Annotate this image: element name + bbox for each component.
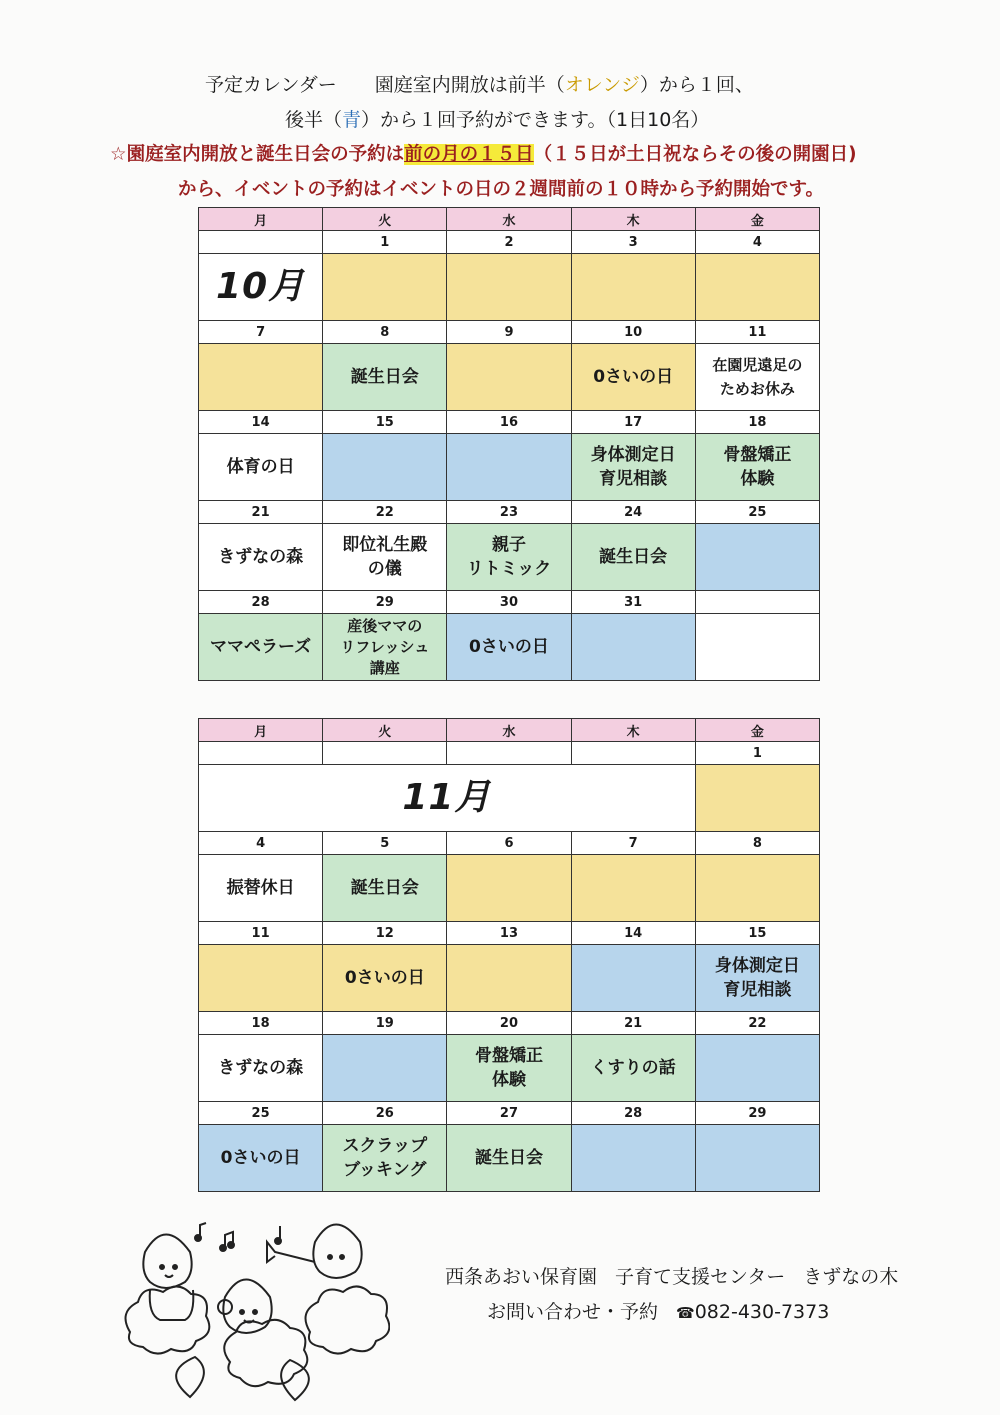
weekday-tue: 火 xyxy=(323,208,447,231)
date-number: 11 xyxy=(199,922,323,945)
date-number: 8 xyxy=(695,832,819,855)
event-row xyxy=(199,254,820,321)
day-cell: 在園児遠足の ためお休み xyxy=(695,344,819,411)
date-number: 26 xyxy=(323,1102,447,1125)
orange-label: オレンジ xyxy=(564,74,640,96)
date-number: 13 xyxy=(447,922,571,945)
header-line-1: 予定カレンダー 園庭室内開放は前半（オレンジ）から１回、 xyxy=(205,74,754,96)
date-number: 31 xyxy=(571,591,695,614)
day-cell: 骨盤矯正 体験 xyxy=(695,434,819,501)
event-reservation-note: から、イベントの予約はイベントの日の２週間前の１０時から予約開始です。 xyxy=(178,179,825,200)
date-number: 12 xyxy=(323,922,447,945)
day-cell xyxy=(199,344,323,411)
event-row xyxy=(199,855,820,922)
date-row xyxy=(199,922,820,945)
date-row xyxy=(199,591,820,614)
day-cell xyxy=(447,434,571,501)
day-cell: 0さいの日 xyxy=(571,344,695,411)
date-number: 7 xyxy=(571,832,695,855)
day-cell: 0さいの日 xyxy=(447,614,571,681)
blue-label: 青 xyxy=(342,109,362,131)
date-number: 21 xyxy=(199,501,323,524)
highlighted-date: 前の月の１５日 xyxy=(404,144,534,165)
event-row xyxy=(199,1125,820,1192)
day-cell xyxy=(571,1125,695,1192)
date-number: 22 xyxy=(695,1012,819,1035)
day-cell xyxy=(323,254,447,321)
weekday-wed: 水 xyxy=(447,719,571,742)
event-row xyxy=(199,614,820,681)
day-cell: 誕生日会 xyxy=(447,1125,571,1192)
support-center-name: 子育て支援センター xyxy=(615,1266,786,1288)
weekday-wed: 水 xyxy=(447,208,571,231)
day-cell xyxy=(695,254,819,321)
day-cell: きずなの森 xyxy=(199,524,323,591)
day-cell: 0さいの日 xyxy=(323,945,447,1012)
date-row xyxy=(199,231,820,254)
day-cell: 親子 リトミック xyxy=(447,524,571,591)
weekday-thu: 木 xyxy=(571,208,695,231)
phone-icon: ☎ xyxy=(676,1304,695,1322)
date-number: 27 xyxy=(447,1102,571,1125)
day-cell xyxy=(447,254,571,321)
children-playing-music-icon xyxy=(120,1212,390,1407)
date-number: 7 xyxy=(199,321,323,344)
day-cell: ママペラーズ xyxy=(199,614,323,681)
day-cell: 身体測定日 育児相談 xyxy=(571,434,695,501)
date-number: 3 xyxy=(571,231,695,254)
date-number: 30 xyxy=(447,591,571,614)
date-number xyxy=(695,591,819,614)
date-row xyxy=(199,1102,820,1125)
date-number: 14 xyxy=(199,411,323,434)
date-number: 9 xyxy=(447,321,571,344)
day-cell: 誕生日会 xyxy=(323,344,447,411)
date-number: 28 xyxy=(199,591,323,614)
date-number: 10 xyxy=(571,321,695,344)
day-cell: 0さいの日 xyxy=(199,1125,323,1192)
date-number: 4 xyxy=(695,231,819,254)
nursery-name: 西条あおい保育園 xyxy=(445,1266,598,1288)
day-cell: 体育の日 xyxy=(199,434,323,501)
date-number: 18 xyxy=(199,1012,323,1035)
date-number: 23 xyxy=(447,501,571,524)
date-number: 29 xyxy=(695,1102,819,1125)
date-row xyxy=(199,832,820,855)
day-cell xyxy=(571,945,695,1012)
event-row xyxy=(199,765,820,832)
day-cell: スクラップ ブッキング xyxy=(323,1125,447,1192)
date-number: 14 xyxy=(571,922,695,945)
date-number: 19 xyxy=(323,1012,447,1035)
date-number: 20 xyxy=(447,1012,571,1035)
day-cell: 誕生日会 xyxy=(323,855,447,922)
contact-label: お問い合わせ・予約 xyxy=(487,1301,659,1323)
date-row xyxy=(199,501,820,524)
date-number: 4 xyxy=(199,832,323,855)
event-row xyxy=(199,1035,820,1102)
weekday-header xyxy=(199,208,820,231)
day-cell xyxy=(199,945,323,1012)
event-row xyxy=(199,344,820,411)
november-calendar xyxy=(198,718,820,1192)
day-cell: 骨盤矯正 体験 xyxy=(447,1035,571,1102)
date-number: 21 xyxy=(571,1012,695,1035)
date-number: 1 xyxy=(323,231,447,254)
reservation-note: ☆園庭室内開放と誕生日会の予約は前の月の１５日（１５日が土日祝ならその後の開園日) xyxy=(110,144,857,165)
weekday-fri: 金 xyxy=(695,719,819,742)
date-row xyxy=(199,1012,820,1035)
header-line-2: 後半（青）から１回予約ができます。（1日10名） xyxy=(285,109,710,131)
weekday-thu: 木 xyxy=(571,719,695,742)
weekday-mon: 月 xyxy=(199,208,323,231)
date-number: 11 xyxy=(695,321,819,344)
date-number: 25 xyxy=(199,1102,323,1125)
day-cell xyxy=(695,1035,819,1102)
day-cell: 誕生日会 xyxy=(571,524,695,591)
phone-number[interactable]: 082-430-7373 xyxy=(694,1301,830,1323)
day-cell xyxy=(695,524,819,591)
month-label-october: 10月 xyxy=(199,254,323,321)
date-number: 15 xyxy=(695,922,819,945)
date-number: 25 xyxy=(695,501,819,524)
day-cell xyxy=(571,855,695,922)
date-number: 8 xyxy=(323,321,447,344)
date-number: 15 xyxy=(323,411,447,434)
day-cell xyxy=(695,765,819,832)
month-label-november: 11月 xyxy=(199,765,696,832)
date-row xyxy=(199,411,820,434)
event-row xyxy=(199,945,820,1012)
day-cell xyxy=(447,344,571,411)
day-cell xyxy=(571,254,695,321)
date-number: 28 xyxy=(571,1102,695,1125)
day-cell xyxy=(695,1125,819,1192)
weekday-fri: 金 xyxy=(695,208,819,231)
date-number: 18 xyxy=(695,411,819,434)
date-number: 17 xyxy=(571,411,695,434)
day-cell xyxy=(571,614,695,681)
event-row xyxy=(199,434,820,501)
day-cell: きずなの森 xyxy=(199,1035,323,1102)
date-number: 6 xyxy=(447,832,571,855)
day-cell: 身体測定日 育児相談 xyxy=(695,945,819,1012)
date-number: 16 xyxy=(447,411,571,434)
date-number: 2 xyxy=(447,231,571,254)
date-number: 5 xyxy=(323,832,447,855)
weekday-header xyxy=(199,719,820,742)
weekday-mon: 月 xyxy=(199,719,323,742)
date-row xyxy=(199,321,820,344)
weekday-tue: 火 xyxy=(323,719,447,742)
event-row xyxy=(199,524,820,591)
day-cell xyxy=(447,945,571,1012)
date-number: 22 xyxy=(323,501,447,524)
contact-line xyxy=(487,1297,829,1324)
date-number: 1 xyxy=(695,742,819,765)
date-row xyxy=(199,742,820,765)
center-nickname: きずなの木 xyxy=(803,1266,899,1288)
page-title: 予定カレンダー xyxy=(205,74,337,96)
day-cell: 即位礼生殿 の儀 xyxy=(323,524,447,591)
day-cell xyxy=(447,855,571,922)
october-calendar xyxy=(198,207,820,681)
day-cell: 振替休日 xyxy=(199,855,323,922)
org-line xyxy=(445,1262,898,1289)
date-number: 29 xyxy=(323,591,447,614)
date-number: 24 xyxy=(571,501,695,524)
day-cell xyxy=(695,855,819,922)
day-cell xyxy=(695,614,819,681)
day-cell: 産後ママの リフレッシュ 講座 xyxy=(323,614,447,681)
day-cell xyxy=(323,1035,447,1102)
day-cell xyxy=(323,434,447,501)
day-cell: くすりの話 xyxy=(571,1035,695,1102)
